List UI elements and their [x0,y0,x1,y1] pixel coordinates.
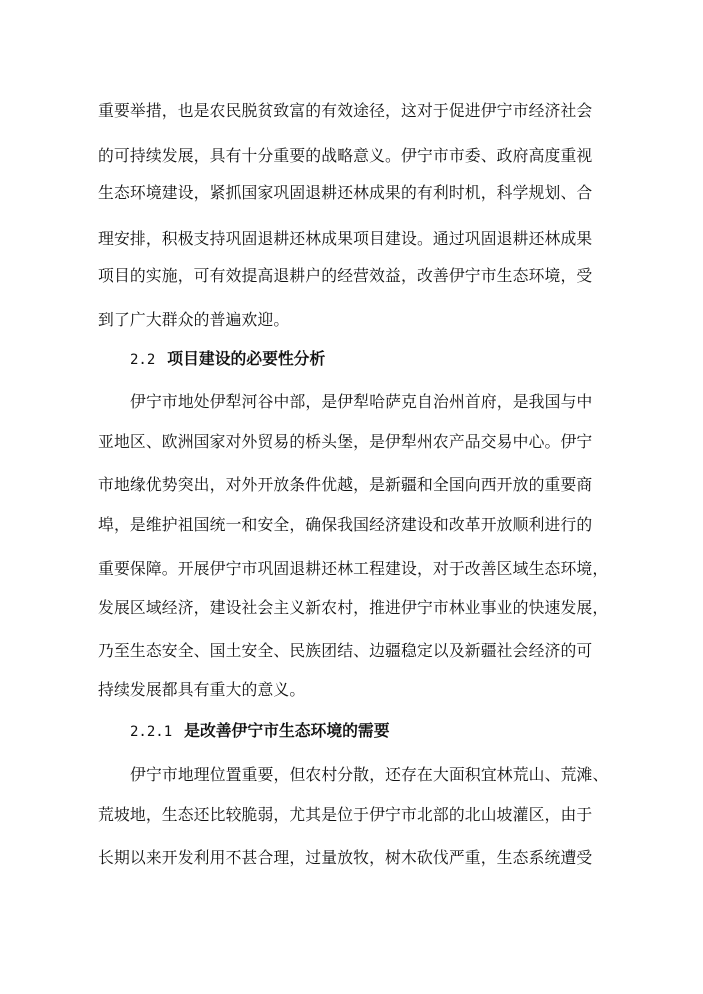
text-line: 乃至生态安全、国土安全、民族团结、边疆稳定以及新疆社会经济的可 [98,641,593,660]
text-line: 埠，是维护祖国统一和安全，确保我国经济建设和改革开放顺利进行的 [98,515,593,534]
text-line: 伊宁市地处伊犁河谷中部，是伊犁哈萨克自治州首府，是我国与中 [130,392,593,411]
text-line: 项目的实施，可有效提高退耕户的经营效益，改善伊宁市生态环境，受 [98,266,593,285]
text-line: 市地缘优势突出，对外开放条件优越，是新疆和全国向西开放的重要商 [98,475,593,494]
text-line: 重要保障。开展伊宁市巩固退耕还林工程建设，对于改善区域生态环境， [98,559,609,578]
section-title: 项目建设的必要性分析 [167,349,326,368]
text-line: 持续发展都具有重大的意义。 [98,680,306,699]
text-line: 重要举措，也是农民脱贫致富的有效途径，这对于促进伊宁市经济社会 [98,101,593,120]
section-heading-2-2 [130,349,325,370]
section-title: 是改善伊宁市生态环境的需要 [184,721,390,740]
text-line: 亚地区、欧洲国家对外贸易的桥头堡，是伊犁州农产品交易中心。伊宁 [98,432,593,451]
text-line: 到了广大群众的普遍欢迎。 [98,310,290,329]
text-line: 生态环境建设，紧抓国家巩固退耕还林成果的有利时机，科学规划、合 [98,183,593,202]
text-line: 伊宁市地理位置重要，但农村分散，还存在大面积宜林荒山、荒滩、 [130,765,609,784]
text-line: 发展区域经济，建设社会主义新农村，推进伊宁市林业事业的快速发展， [98,598,609,617]
text-line: 长期以来开发利用不甚合理，过量放牧，树木砍伐严重，生态系统遭受 [98,848,593,867]
text-line: 的可持续发展，具有十分重要的战略意义。伊宁市市委、政府高度重视 [98,146,593,165]
section-number: 2.2 [130,352,156,368]
text-line: 荒坡地，生态还比较脆弱，尤其是位于伊宁市北部的北山坡灌区，由于 [98,805,593,824]
section-number: 2.2.1 [130,724,173,740]
section-heading-2-2-1 [130,721,390,742]
text-line: 理安排，积极支持巩固退耕还林成果项目建设。通过巩固退耕还林成果 [98,229,593,248]
